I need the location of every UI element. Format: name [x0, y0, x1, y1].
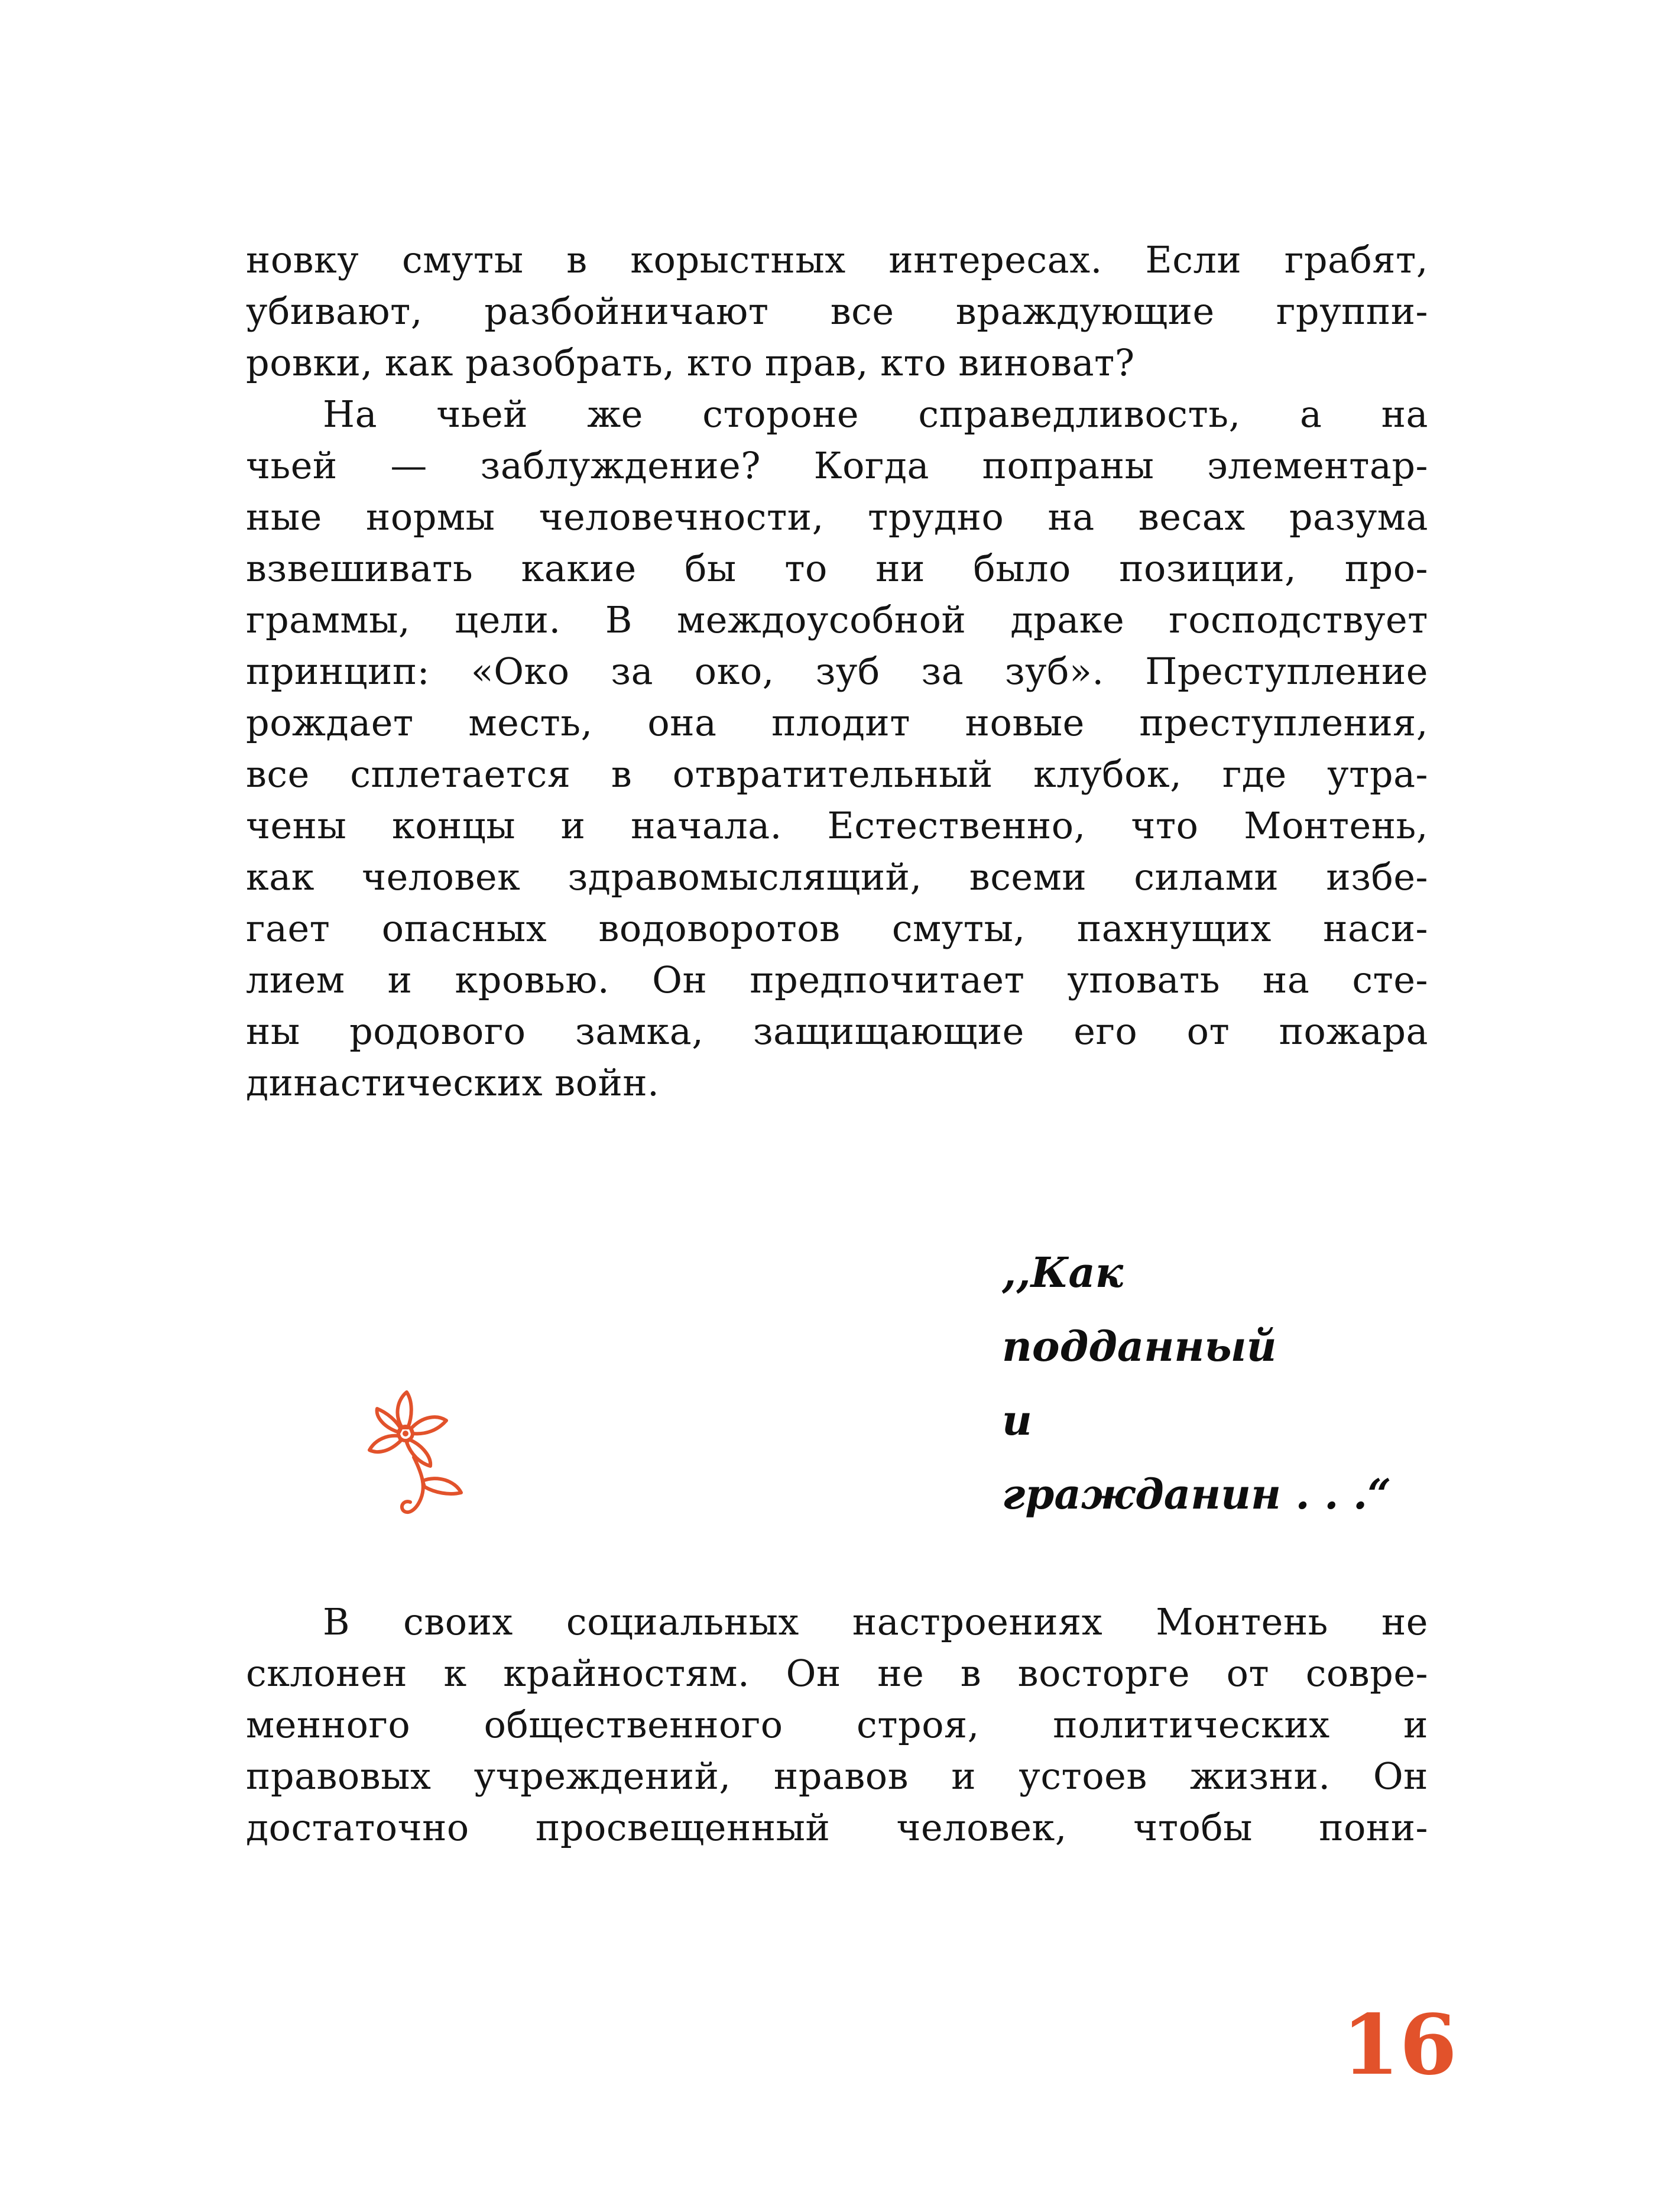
- text-line: династических войн.: [246, 1061, 660, 1104]
- text-line: как человек здравомыслящий, всеми силами избе-: [246, 855, 1428, 899]
- text-line: В своих социальных настроениях Монтень не: [323, 1600, 1428, 1643]
- text-line: рождает месть, она плодит новые преступления,: [246, 701, 1428, 744]
- text-line: достаточно просвещенный человек, чтобы пони-: [246, 1806, 1428, 1849]
- section-heading: [1002, 1235, 1475, 1531]
- text-line: ны родового замка, защищающие его от пожара: [246, 1010, 1428, 1053]
- text-line: чьей — заблуждение? Когда попраны элементар-: [246, 444, 1428, 487]
- text-line: новку смуты в корыстных интересах. Если грабят,: [246, 238, 1428, 281]
- text-line: убивают, разбойничают все враждующие группи-: [246, 290, 1428, 333]
- text-line: склонен к крайностям. Он не в восторге от совре-: [246, 1652, 1428, 1695]
- text-line: лием и кровью. Он предпочитает уповать на сте-: [246, 958, 1428, 1001]
- text-line: ные нормы человечности, трудно на весах разума: [246, 495, 1428, 539]
- page-number: 16: [1342, 1997, 1457, 2094]
- heading-line: подданный: [1002, 1322, 1277, 1371]
- text-line: правовых учреждений, нравов и устоев жизни. Он: [246, 1755, 1428, 1798]
- text-line: гает опасных водоворотов смуты, пахнущих наси-: [246, 907, 1428, 950]
- heading-line: ,,Как: [1002, 1248, 1124, 1297]
- text-line: менного общественного строя, политических и: [246, 1703, 1428, 1746]
- text-line: На чьей же стороне справедливость, а на: [323, 393, 1428, 436]
- text-line: чены концы и начала. Естественно, что Монтень,: [246, 804, 1428, 847]
- body-text-paragraph-1: [246, 234, 1428, 1108]
- heading-line: гражданин . . .“: [1002, 1470, 1392, 1519]
- heading-line: и: [1002, 1396, 1032, 1445]
- text-line: принцип: «Око за око, зуб за зуб». Преступление: [246, 650, 1428, 693]
- text-line: граммы, цели. В междоусобной драке господствует: [246, 598, 1428, 641]
- text-line: взвешивать какие бы то ни было позиции, про-: [246, 547, 1428, 590]
- text-line: все сплетается в отвратительный клубок, где утра-: [246, 753, 1428, 796]
- flower-ornament-icon: [367, 1386, 470, 1519]
- body-text-paragraph-2: [246, 1596, 1428, 1853]
- text-line: ровки, как разобрать, кто прав, кто виноват?: [246, 341, 1135, 384]
